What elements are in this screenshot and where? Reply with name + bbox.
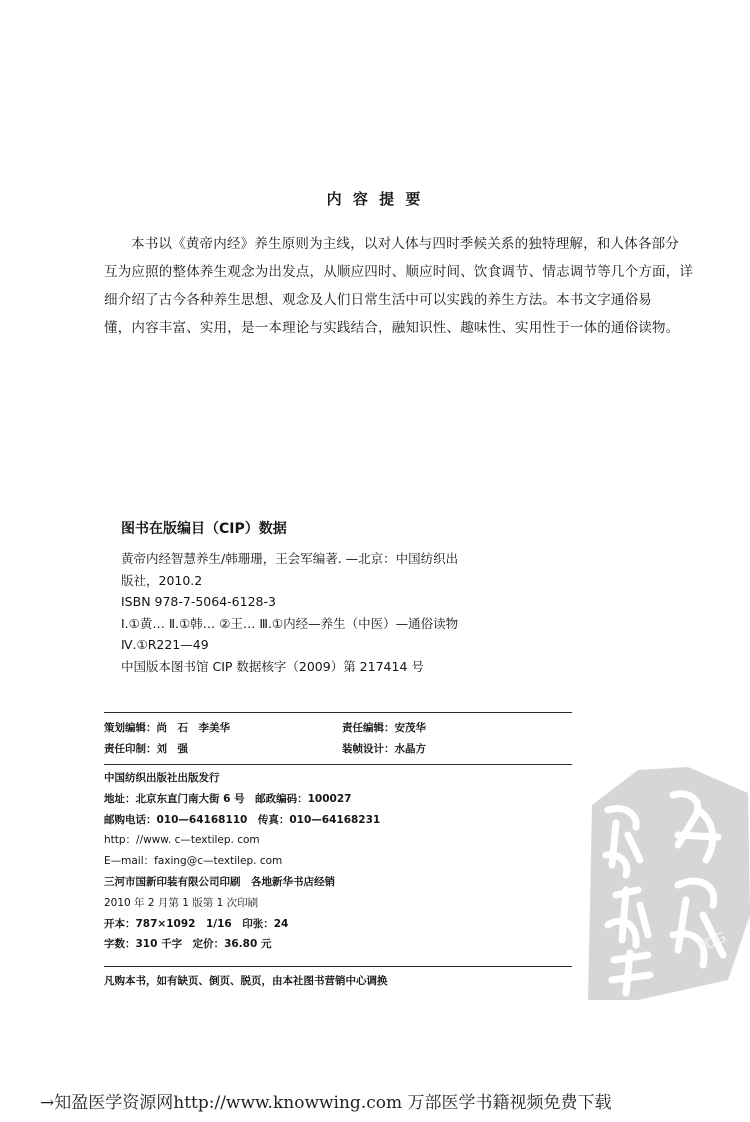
footer-link-text[interactable]: →知盈医学资源网http://www.knowwing.com 万部医学书籍视频免费下载 [40, 1093, 612, 1113]
cip-block [121, 548, 591, 677]
publisher-line: 字数：310 千字 定价：36.80 元 [104, 938, 272, 951]
cip-line: Ⅰ.①黄… Ⅱ.①韩… ②王… Ⅲ.①内经—养生（中医）—通俗读物 [121, 615, 459, 631]
publisher-line: http：//www. c—textilep. com [104, 834, 260, 847]
cip-line: 版社，2010.2 [121, 572, 203, 588]
cip-line: 中国版本图书馆 CIP 数据核字（2009）第 217414 号 [121, 658, 424, 674]
cip-heading: 图书在版编目（CIP）数据 [121, 521, 287, 537]
summary-paragraph [104, 230, 694, 342]
publisher-line: 中国纺织出版社出版发行 [104, 772, 220, 784]
cip-line: Ⅳ.①R221—49 [121, 637, 209, 652]
publisher-info [104, 768, 380, 955]
print-supervisor: 责任印制：刘 强 [104, 743, 188, 755]
cip-line: ISBN 978-7-5064-6128-3 [121, 594, 276, 609]
watermark-text: PDG [694, 929, 729, 957]
cip-line: 黄帝内经智慧养生/韩珊珊，王会军编著. —北京：中国纺织出 [121, 551, 459, 566]
summary-line: 本书以《黄帝内经》养生原则为主线，以对人体与四时季候关系的独特理解，和人体各部分 [131, 236, 679, 252]
summary-line: 细介绍了古今各种养生思想、观念及人们日常生活中可以实践的养生方法。本书文字通俗易 [104, 292, 652, 308]
divider [104, 966, 572, 967]
publisher-line: 开本：787×1092 1/16 印张：24 [104, 917, 289, 930]
divider [104, 764, 572, 765]
publisher-line: E—mail：faxing@c—textilep. com [104, 855, 283, 868]
seal-shape [588, 767, 750, 1000]
divider [104, 712, 572, 713]
replacement-notice: 凡购本书，如有缺页、倒页、脱页，由本社图书营销中心调换 [104, 975, 388, 987]
publisher-line: 2010 年 2 月第 1 版第 1 次印刷 [104, 896, 259, 909]
publisher-line: 地址：北京东直门南大街 6 号 邮政编码：100027 [104, 792, 352, 805]
planning-editor: 策划编辑：尚 石 李美华 [104, 722, 230, 734]
summary-title: 内 容 提 要 [326, 190, 424, 208]
publisher-line: 三河市国新印装有限公司印刷 各地新华书店经销 [104, 875, 335, 888]
summary-line: 互为应照的整体养生观念为出发点，从顺应四时、顺应时间、饮食调节、情志调节等几个方面，详 [104, 264, 694, 280]
cover-design: 装帧设计：水晶方 [342, 743, 426, 755]
responsible-editor: 责任编辑：安茂华 [342, 722, 426, 734]
publisher-line: 邮购电话：010—64168110 传真：010—64168231 [104, 813, 381, 826]
summary-line: 懂，内容丰富、实用，是一本理论与实践结合，融知识性、趣味性、实用性于一体的通俗读物。 [104, 320, 680, 336]
seal-stamp-icon [578, 765, 750, 1005]
